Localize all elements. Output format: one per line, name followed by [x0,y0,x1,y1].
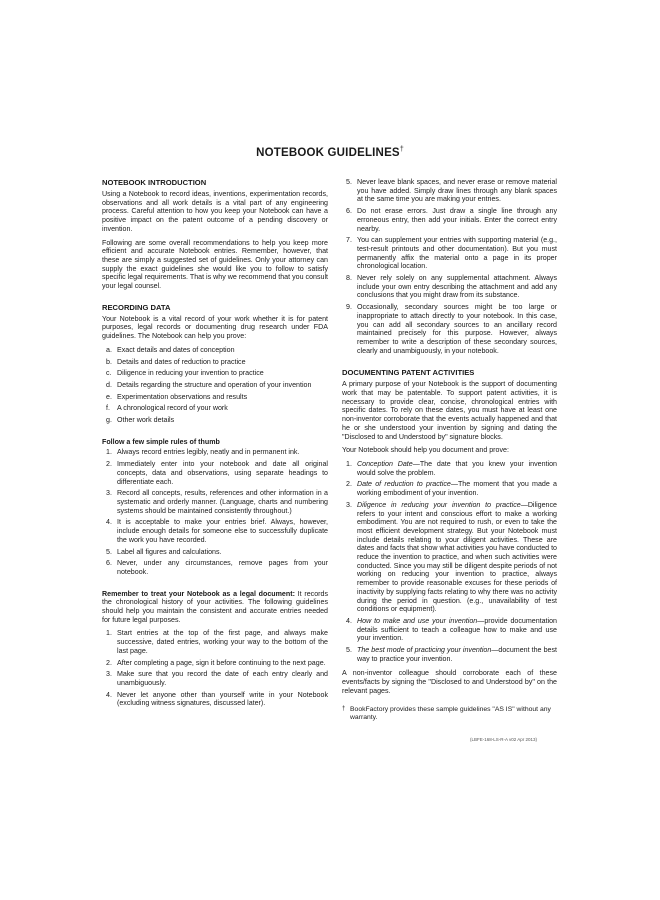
list-item: 6. Do not erase errors. Just draw a single line through any erroneous entry, then add your initials. Enter the correct entry nearby. [346,207,557,233]
section-documenting-patent-activities [342,368,557,695]
list-item: 1. Conception Date—The date that you knew your invention would solve the problem. [346,459,557,477]
list-item: g. Other work details [106,416,175,425]
list-item: 9. Occasionally, secondary sources might be too large or inappropriate to attach directly to your notebook. In this case, you can add all secondary sources to an ancillary record maintained precisely for this purpose. However, always remember to write a description of these secondary sources, clearly and unambiguously, in your notebook. [346,303,557,355]
list-item: a. Exact details and dates of conception [106,345,235,354]
subheading: Follow a few simple rules of thumb [102,437,220,446]
list-item: 7. You can supplement your entries with supporting material (e.g., test-result printouts and other documentation). But you must permanently affix the material onto a page in its proper chronological location. [346,236,557,271]
paragraph: A primary purpose of your Notebook is the support of documenting work that may be patentable. To support patent activities, it is necessary to provide clear, concise, chronological entries with specific dates. To rely on these dates, you must have at least one non-inventor corroborate that the events actually happened and that he or she understood your invention by signing and dating the "Disclosed to and Understood by" signature blocks. [342,380,557,441]
list-item: 6. Never, under any circumstances, remove pages from your notebook. [106,559,328,576]
list-item: 3. Record all concepts, results, references and other information in a systematic and orderly manner. (Language, charts and numbering systems should be maintained consistently throughout.) [106,489,328,515]
list-item: 4. Never let anyone other than yourself write in your Notebook (excluding witness signatures, discussed later). [106,690,328,708]
list-item: b. Details and dates of reduction to practice [106,357,246,366]
list-item: d. Details regarding the structure and operation of your invention [106,380,312,389]
section-heading: DOCUMENTING PATENT ACTIVITIES [342,368,475,378]
section-recording-data [102,303,328,425]
list-item: 1. Start entries at the top of the first page, and always make successive, dated entries, working your way to the bottom of the last page. [106,629,328,655]
paragraph: Your Notebook should help you document and prove: [342,446,509,455]
paragraph: Following are some overall recommendations to help you keep more efficient and accurate Notebook entries. Remember, however, that these are simply a suggested set of guidelines. Only your attorney can supply the exact guidelines she would like you to follow to satisfy specific legal requirements. That is why we recommend that you consult your legal counsel. [102,238,328,291]
paragraph: Your Notebook is a vital record of your work whether it is for patent purposes, legal records or documenting drug research under FDA guidelines. The Notebook can help you prove: [102,314,328,341]
paragraph: Using a Notebook to record ideas, inventions, experimentation records, observations and all work details is a vital part of any engineering process. Careful attention to how you keep your Notebook can have a positive impact on the patent outcome of a pending discovery or invention. [102,190,328,233]
footnote: † BookFactory provides these sample guidelines "AS IS" without any warranty. [342,705,551,721]
left-column [102,178,328,714]
list-item: 4. It is acceptable to make your entries brief. Always, however, include enough details for someone else to successfully duplicate the work you have recorded. [106,518,328,544]
prove-list [102,346,328,425]
list-item: 8. Never rely solely on any supplemental attachment. Always include your own entry describing the attachment and add any conclusions that you might draw from its substance. [346,274,557,300]
list-item: 3. Make sure that you record the date of each entry clearly and unambiguously. [106,670,328,687]
list-item: 5. The best mode of practicing your invention—document the best way to practice your invention. [346,646,557,663]
section-heading: NOTEBOOK INTRODUCTION [102,178,207,187]
document-code: (LBFE-168-LS-R-A v02 Apr 2013) [469,737,537,743]
list-item: e. Experimentation observations and results [106,392,248,401]
patent-list [342,460,557,663]
legal-list [102,629,328,708]
list-item: 2. Date of reduction to practice—The moment that you made a working embodiment of your invention. [346,480,557,498]
legal-list-continued [342,178,557,355]
list-item: 1. Always record entries legibly, neatly and in permanent ink. [106,448,300,457]
right-column [342,178,557,745]
page-title: NOTEBOOK GUIDELINES† [256,146,404,159]
list-item: 2. Immediately enter into your notebook and date all original concepts, data and observations, using separate headings to differentiate each. [106,460,328,486]
list-item: 3. Diligence in reducing your invention to practice—Diligence refers to your intent and conscious effort to make a working embodiment. You are not required to rush, or even to take the most efficient development strategy. But your Notebook must include details relating to your diligent activities. These are dates and facts that show what activities you have conducted to reduce the invention to practice, and when such activities were conducted. Since you may still be diligent despite periods of not working on reducing your invention to practice, always remember to provide reasonable excuses for these periods of inactivity by supplying facts relating to why there was no activity during the period in question. (e.g., unavailability of test conditions or equipment). [346,500,557,614]
rules-list [102,448,328,576]
list-item: 5. Label all figures and calculations. [106,547,222,556]
paragraph: A non-inventor colleague should corroborate each of these events/facts by signing the "Disclosed to and Understood by" on the relevant pages. [342,669,557,695]
section-notebook-introduction [102,178,328,291]
list-item: 5. Never leave blank spaces, and never erase or remove material you have added. Simply draw lines through any blank spaces at the same time you are making your entries. [346,178,557,204]
section-rules-of-thumb [102,438,328,577]
list-item: f. A chronological record of your work [106,404,228,413]
paragraph: Remember to treat your Notebook as a legal document: It records the chronological history of your activities. The following guidelines should help you maintain the consistent and accurate entries needed for future legal purposes. [102,589,328,624]
list-item: 2. After completing a page, sign it before continuing to the next page. [106,658,326,667]
list-item: 4. How to make and use your invention—provide documentation details sufficient to teach a colleague how to make and use your invention. [346,616,557,643]
section-legal-document [102,590,328,708]
list-item: c. Diligence in reducing your invention to practice [106,369,264,378]
section-heading: RECORDING DATA [102,302,171,312]
